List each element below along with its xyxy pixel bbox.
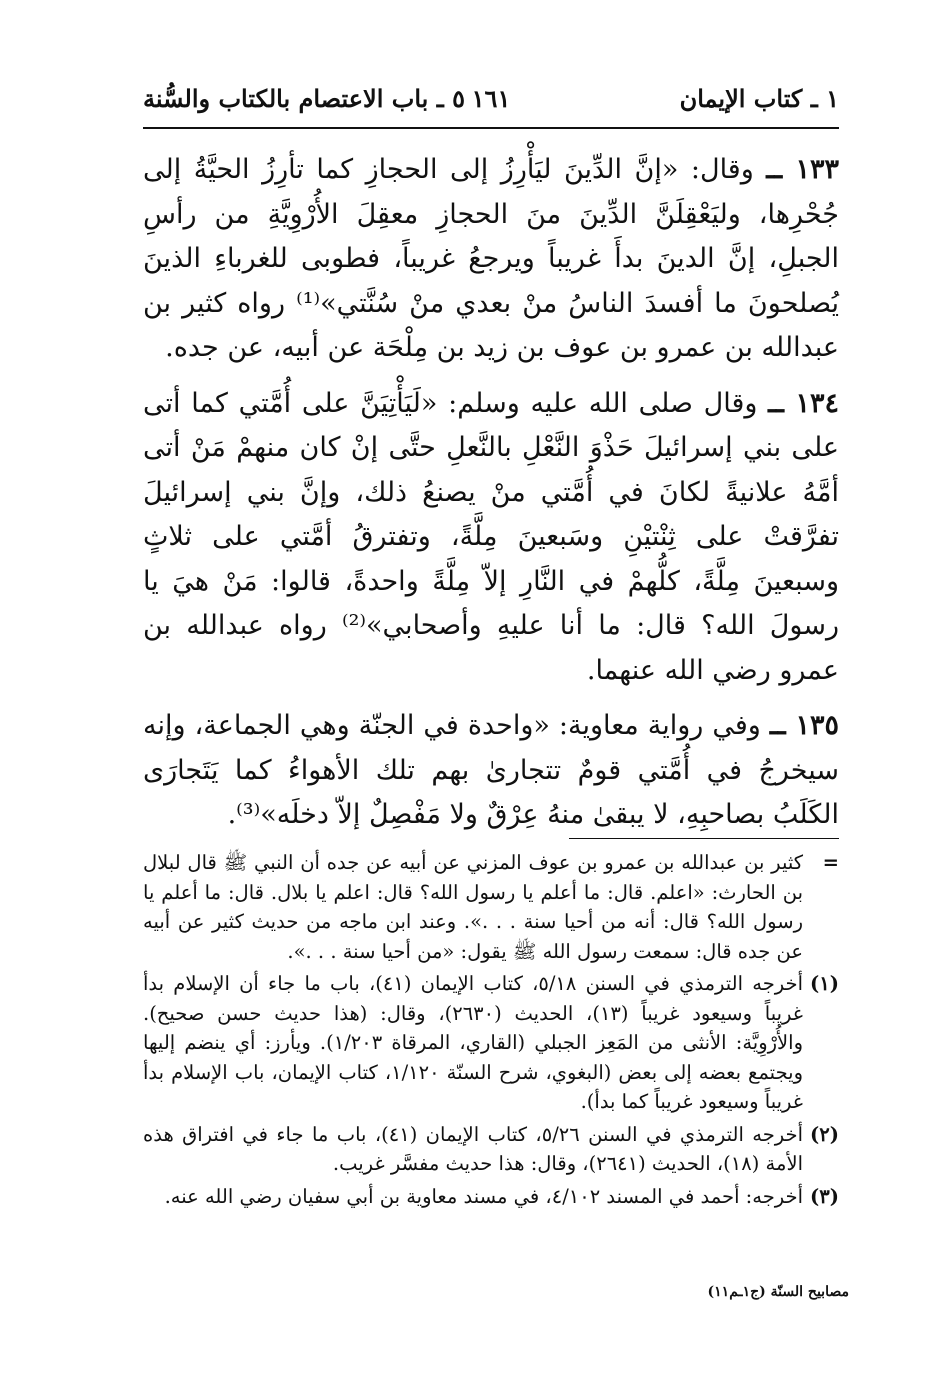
footnote-separator bbox=[569, 838, 839, 839]
footnote-text: أخرجه: أحمد في المسند ٤/١٠٢، في مسند معاوية بن أبي سفيان رضي الله عنه. bbox=[164, 1184, 803, 1208]
header-book-title: ١ ـ كتاب الإيمان bbox=[679, 84, 839, 113]
hadith-paragraph bbox=[143, 148, 839, 371]
footnote-mark: (١) bbox=[810, 972, 839, 995]
hadith-number: ١٣٥ ــ bbox=[769, 710, 839, 741]
footnote bbox=[143, 848, 839, 966]
footnote-mark: (٣) bbox=[810, 1184, 839, 1208]
footnote-mark: (٢) bbox=[810, 1122, 839, 1146]
footnote bbox=[143, 1182, 839, 1212]
footnote-text: أخرجه الترمذي في السنن ٥/٢٦، كتاب الإيمان (٤١)، باب ما جاء في افتراق هذه الأمة (١٨)، الحديث (٢٦٤١)، وقال: هذا حديث مفسَّر غريب. bbox=[143, 1122, 803, 1175]
footnote-text: أخرجه الترمذي في السنن ٥/١٨، كتاب الإيمان (٤١)، باب ما جاء أن الإسلام بدأ غريباً وسيعود غريباً (١٣)، الحديث (٢٦٣٠)، وقال: (هذا حديث حسن صحيح). والأُرْوِيَّة: الأنثى من المَعِز الجبلي (القاري، المرقاة ١/٢٠٣). ويأرز: أي ينضم إليها ويجتمع بعضه إلى بعض (البغوي، شرح السنّة ١/١٢٠، كتاب الإيمان، باب الإسلام بدأ غريباً وسيعود غريباً كما بدأ). bbox=[143, 972, 803, 1113]
footnote bbox=[143, 969, 839, 1117]
hadith-paragraph bbox=[143, 704, 839, 838]
hadith-text: وقال صلى الله عليه وسلم: «لَيَأْتِيَنَّ على أُمَّتي كما أتى على بني إسرائيلَ حَذْوَ النَّعْلِ بالنَّعلِ حتَّى إنْ كان منهمْ مَنْ أتى أمَّهُ علانيةً لكانَ في أُمَّتي منْ يصنعُ ذلك، وإنَّ بني إسرائيلَ تفرَّقتْ على ثِنْتيْنِ وسَبعينَ مِلَّةً، وتفترقُ أمَّتي على ثلاثٍ وسبعينَ مِلَّةً، كلُّهمْ في النَّارِ إلاّ مِلَّةً واحدةً، قالوا: مَنْ هيَ يا رسولَ الله؟ قال: ما أنا عليهِ وأصحابي»⁽²⁾ رواه عبدالله بن عمرو رضي الله عنهما. bbox=[143, 387, 839, 686]
hadith-paragraph bbox=[143, 382, 839, 694]
footnote-mark: = bbox=[822, 851, 839, 874]
hadith-text: وفي رواية معاوية: «واحدة في الجنّة وهي الجماعة، وإنه سيخرجُ في أُمَّتي قومٌ تتجارىٰ بهم تلك الأهواءُ كما يَتَجارَى الكَلَبُ بصاحبِهِ، لا يبقىٰ منهُ عِرْقٌ ولا مَفْصِلٌ إلاّ دخلَه»⁽³⁾. bbox=[143, 710, 839, 830]
hadith-text: وقال: «إنَّ الدِّينَ ليَأْرِزُ إلى الحجازِ كما تأرِزُ الحيَّةُ إلى جُحْرِها، وليَعْقِلَنَّ الدِّينَ منَ الحجازِ معقِلَ الأُرْوِيَّةِ من رأسِ الجبلِ، إنَّ الدينَ بدأَ غريباً ويرجعُ غريباً، فطوبى للغرباءِ الذينَ يُصلحونَ ما أفسدَ الناسُ منْ بعدي منْ سُنَّتي»⁽¹⁾ رواه كثير بن عبدالله بن عمرو بن عوف بن زيد بن مِلْحَة عن أبيه، عن جده. bbox=[143, 154, 839, 363]
footnote-text: كثير بن عبدالله بن عمرو بن عوف المزني عن أبيه عن جده أن النبي ﷺ قال لبلال بن الحارث: «اعلم. قال: ما أعلم يا رسول الله؟ قال: اعلم يا بلال. قال: ما أعلم يا رسول الله؟ قال: أنه من أحيا سنة . . .». وعند ابن ماجه من حديث كثير عن أبيه عن جده قال: سمعت رسول الله ﷺ يقول: «من أحيا سنة . . .». bbox=[143, 851, 803, 963]
main-text bbox=[143, 148, 839, 849]
header-chapter-title: ٥ ـ باب الاعتصام بالكتاب والسُّنة bbox=[143, 84, 465, 113]
hadith-number: ١٣٤ ــ bbox=[768, 387, 839, 419]
page-number: ١٦١ bbox=[471, 84, 511, 113]
footnote bbox=[143, 1120, 839, 1179]
signature-mark: مصابيح السنّة (ج١ـم١١) bbox=[707, 1284, 849, 1300]
running-header bbox=[143, 84, 839, 128]
header-rule bbox=[143, 127, 839, 129]
hadith-number: ١٣٣ ــ bbox=[766, 154, 839, 185]
footnotes bbox=[143, 848, 839, 1214]
